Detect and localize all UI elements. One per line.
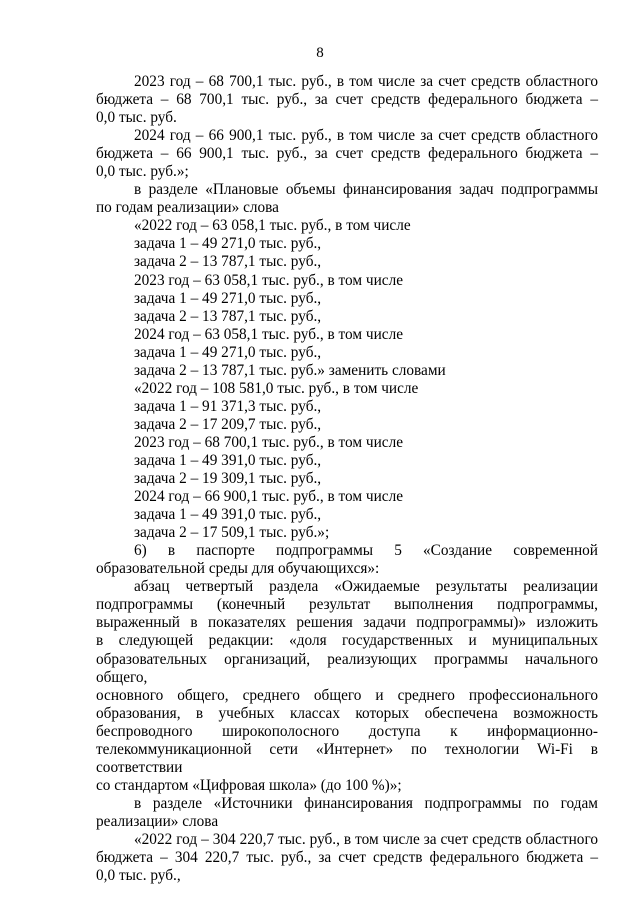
text-line: 2023 год – 63 058,1 тыс. руб., в том числе: [134, 271, 403, 289]
text-line: задача 2 – 13 787,1 тыс. руб.,: [134, 253, 322, 271]
text-line: «2022 год – 108 581,0 тыс. руб., в том числе: [134, 379, 419, 397]
text-line: бюджета – 68 700,1 тыс. руб., за счет средств федерального бюджета –: [96, 91, 598, 109]
text-line: задача 1 – 49 271,0 тыс. руб.,: [134, 235, 322, 253]
text-line: 2023 год – 68 700,1 тыс. руб., в том числе за счет средств областного: [134, 73, 598, 90]
text-line: задача 1 – 49 271,0 тыс. руб.,: [134, 343, 322, 361]
text-line: задача 2 – 13 787,1 тыс. руб.,: [134, 307, 322, 325]
text-line: 0,0 тыс. руб.»;: [96, 163, 189, 181]
text-line: задача 2 – 17 509,1 тыс. руб.»;: [134, 524, 330, 542]
text-line: «2022 год – 63 058,1 тыс. руб., в том числе: [134, 217, 411, 235]
text-line: образования, в учебных классах которых обеспечена возможность: [96, 704, 598, 722]
text-line: абзац четвертый раздела «Ожидаемые результаты реализации: [134, 578, 598, 596]
text-line: бюджета – 66 900,1 тыс. руб., за счет средств федерального бюджета –: [96, 145, 598, 163]
text-line: задача 1 – 49 271,0 тыс. руб.,: [134, 289, 322, 307]
text-line: 6) в паспорте подпрограммы 5 «Создание современной: [134, 542, 598, 560]
text-line: основного общего, среднего общего и среднего профессионального: [96, 686, 598, 704]
document-body: [96, 73, 598, 885]
text-line: задача 2 – 17 209,7 тыс. руб.,: [134, 415, 322, 433]
text-line: «2022 год – 304 220,7 тыс. руб., в том числе за счет средств областного: [134, 830, 598, 848]
text-line: образовательной среды для обучающихся»:: [96, 560, 380, 578]
text-line: 2024 год – 66 900,1 тыс. руб., в том числе: [134, 488, 403, 506]
text-line: образовательных организаций, реализующих программы начального общего,: [96, 650, 598, 686]
text-line: выраженный в показателях решения задачи подпрограммы)» изложить: [96, 614, 598, 632]
text-line: 0,0 тыс. руб.: [96, 109, 177, 127]
text-line: задача 1 – 49 391,0 тыс. руб.,: [134, 506, 322, 524]
text-line: 0,0 тыс. руб.,: [96, 867, 181, 885]
text-line: подпрограммы (конечный результат выполнения подпрограммы,: [96, 596, 598, 614]
text-line: телекоммуникационной сети «Интернет» по технологии Wi-Fi в соответствии: [96, 740, 598, 776]
text-line: 2024 год – 66 900,1 тыс. руб., в том числе за счет средств областного: [134, 127, 598, 145]
text-line: задача 2 – 19 309,1 тыс. руб.,: [134, 470, 322, 488]
text-line: задача 2 – 13 787,1 тыс. руб.» заменить словами: [134, 361, 446, 379]
text-line: беспроводного широкополосного доступа к информационно-: [96, 722, 598, 740]
text-line: в разделе «Источники финансирования подпрограммы по годам: [134, 794, 598, 812]
page-number: 8: [316, 45, 324, 61]
text-line: задача 1 – 91 371,3 тыс. руб.,: [134, 397, 322, 415]
text-line: 2024 год – 63 058,1 тыс. руб., в том числе: [134, 325, 403, 343]
text-line: в разделе «Плановые объемы финансирования задач подпрограммы: [134, 181, 598, 199]
text-line: бюджета – 304 220,7 тыс. руб., за счет средств федерального бюджета –: [96, 849, 598, 867]
text-line: 2023 год – 68 700,1 тыс. руб., в том числе: [134, 433, 403, 451]
text-line: реализации» слова: [96, 812, 219, 830]
text-line: по годам реализации» слова: [96, 199, 279, 217]
text-line: со стандартом «Цифровая школа» (до 100 %)»;: [96, 776, 402, 794]
text-line: задача 1 – 49 391,0 тыс. руб.,: [134, 451, 322, 469]
text-line: в следующей редакции: «доля государственных и муниципальных: [96, 632, 598, 650]
